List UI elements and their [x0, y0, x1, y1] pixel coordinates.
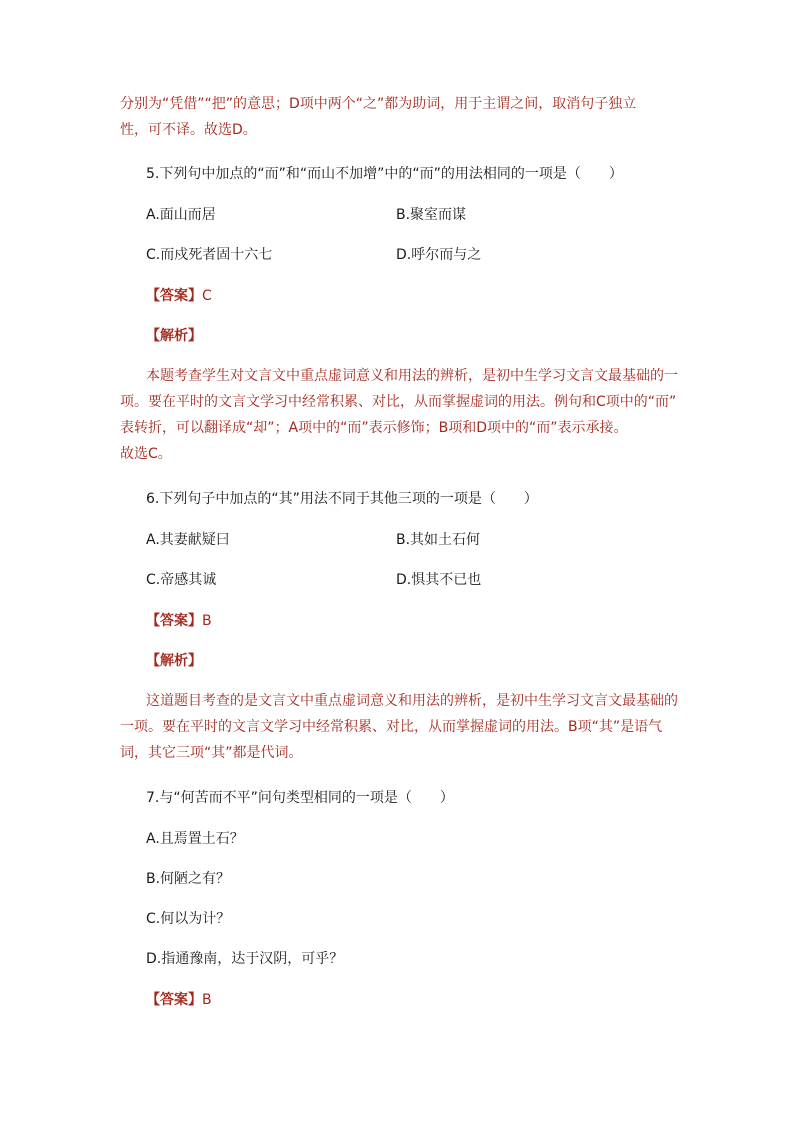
q5-analysis-line-4: 故选C。 [120, 446, 172, 462]
q6-option-d: D.惧其不已也 [396, 572, 482, 588]
q6-analysis [120, 688, 678, 766]
q5-answer-value: C [202, 288, 212, 304]
q5-analysis-line-2: 项。要在平时的文言文学习中经常积累、对比，从而掌握虚词的用法。例句和C项中的“而” [120, 394, 677, 410]
q6-option-a: A.其妻献疑曰 [146, 532, 230, 548]
q6-option-c: C.帝感其诚 [146, 572, 217, 588]
q6-analysis-label: 【解析】 [146, 653, 202, 669]
q7-answer-value: B [202, 992, 212, 1008]
q7-stem: 7.与“何苦而不平”问句类型相同的一项是（ ） [146, 790, 454, 806]
q7-option-a: A.且焉置土石？ [146, 831, 244, 847]
q5-stem: 5.下列句中加点的“而”和“而山不加增”中的“而”的用法相同的一项是（ ） [146, 166, 623, 182]
q5-analysis [120, 363, 678, 467]
q5-option-b: B.聚室而谋 [396, 207, 467, 223]
q7-answer [146, 990, 212, 1010]
q7-option-d: D.指通豫南，达于汉阴，可乎？ [146, 951, 344, 967]
q6-answer-value: B [202, 613, 212, 629]
q5-analysis-label: 【解析】 [146, 328, 202, 344]
q5-option-a: A.面山而居 [146, 207, 216, 223]
q6-analysis-line-1: 这道题目考查的是文言文中重点虚词意义和用法的辨析，是初中生学习文言文最基础的 [146, 693, 678, 709]
intro-line-1: 分别为“凭借”“把”的意思；D项中两个“之”都为助词，用于主谓之间，取消句子独立 [120, 96, 637, 112]
q7-answer-label: 【答案】 [146, 992, 202, 1008]
q6-analysis-line-2: 一项。要在平时的文言文学习中经常积累、对比，从而掌握虚词的用法。B项“其”是语气 [120, 719, 663, 735]
q5-option-c: C.而戍死者固十六七 [146, 247, 273, 263]
q7-option-b: B.何陋之有？ [146, 871, 231, 887]
q5-analysis-line-3: 表转折，可以翻译成“却”；A项中的“而”表示修饰；B项和D项中的“而”表示承接。 [120, 420, 628, 436]
q6-stem: 6.下列句子中加点的“其”用法不同于其他三项的一项是（ ） [146, 491, 538, 507]
q6-answer [146, 611, 212, 631]
q5-answer [146, 286, 212, 306]
q6-analysis-line-3: 词，其它三项“其”都是代词。 [120, 745, 303, 761]
q6-option-b: B.其如土石何 [396, 532, 481, 548]
q7-option-c: C.何以为计？ [146, 911, 231, 927]
q5-option-d: D.呼尔而与之 [396, 247, 482, 263]
intro-line-2: 性，可不译。故选D。 [120, 122, 257, 138]
q6-answer-label: 【答案】 [146, 613, 202, 629]
q5-analysis-line-1: 本题考查学生对文言文中重点虚词意义和用法的辨析，是初中生学习文言文最基础的一 [146, 368, 678, 384]
q5-answer-label: 【答案】 [146, 288, 202, 304]
